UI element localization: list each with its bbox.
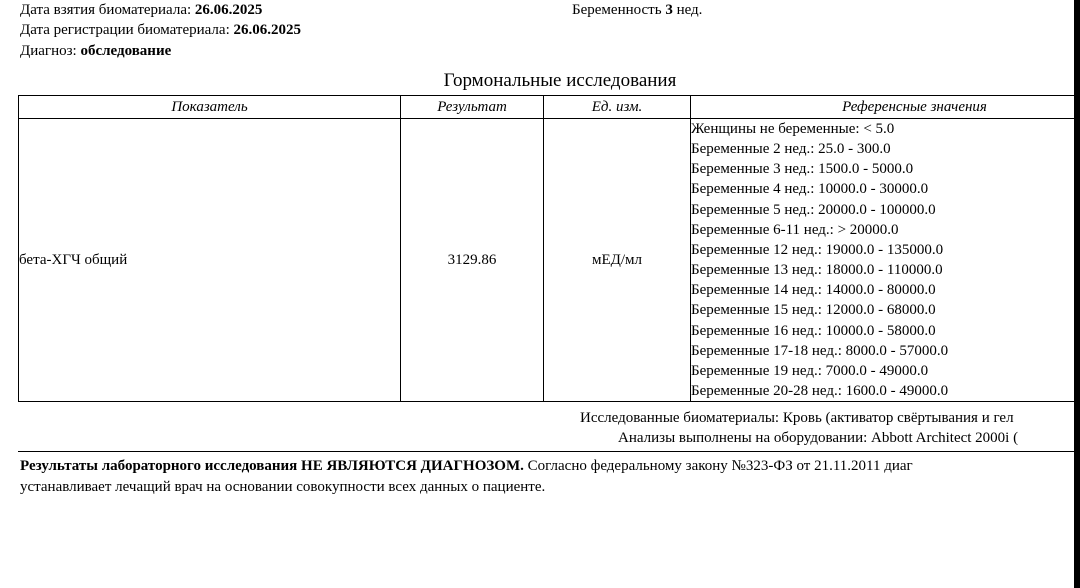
pregnancy-weeks: 3 — [665, 2, 673, 18]
page-edge — [1074, 0, 1080, 588]
table-header-row — [19, 96, 1080, 119]
unit-value: мЕД/мл — [544, 119, 691, 402]
column-header-result: Результат — [401, 96, 544, 119]
column-header-indicator: Показатель — [19, 96, 401, 119]
diagnosis-value: обследование — [80, 43, 172, 59]
diagnosis-label: Диагноз: — [20, 43, 77, 59]
reference-line: Беременные 12 нед.: 19000.0 - 135000.0 — [691, 241, 944, 258]
disclaimer-text: Согласно федеральному закону №323-ФЗ от 21.11.2011 диаг — [527, 458, 913, 474]
reference-line: Беременные 13 нед.: 18000.0 - 110000.0 — [691, 262, 943, 279]
pregnancy-label: Беременность — [572, 2, 662, 18]
reference-line: Беременные 16 нед.: 10000.0 - 58000.0 — [691, 322, 936, 339]
disclaimer-bold: Результаты лабораторного исследования НЕ ЯВЛЯЮТСЯ ДИАГНОЗОМ. — [20, 458, 524, 474]
reference-values — [691, 119, 1080, 402]
registration-date-line — [20, 21, 301, 39]
results-table — [18, 95, 1080, 402]
reference-line: Женщины не беременные: < 5.0 — [691, 121, 895, 137]
indicator-name: бета-ХГЧ общий — [19, 119, 401, 402]
disclaimer — [20, 456, 1080, 498]
column-header-unit: Ед. изм. — [544, 96, 691, 119]
reference-line: Беременные 15 нед.: 12000.0 - 68000.0 — [691, 302, 936, 319]
disclaimer-text-line2: устанавливает лечащий врач на основании совокупности всех данных о пациенте. — [20, 479, 546, 495]
column-header-reference: Референсные значения — [691, 96, 1080, 119]
result-value: 3129.86 — [401, 119, 544, 402]
section-title: Гормональные исследования — [443, 70, 677, 91]
table-row — [19, 119, 1080, 402]
reference-line: Беременные 14 нед.: 14000.0 - 80000.0 — [691, 282, 936, 299]
registration-date-label: Дата регистрации биоматериала: — [20, 22, 230, 38]
registration-date-value: 26.06.2025 — [233, 22, 301, 38]
reference-line: Беременные 19 нед.: 7000.0 - 49000.0 — [691, 362, 929, 379]
equipment-note: Анализы выполнены на оборудовании: Abbott Architect 2000i ( — [618, 430, 1019, 446]
reference-line: Беременные 4 нед.: 10000.0 - 30000.0 — [691, 181, 929, 198]
biomaterials-note: Исследованные биоматериалы: Кровь (активатор свёртывания и гел — [580, 410, 1014, 426]
divider — [18, 451, 1080, 452]
reference-line: Беременные 20-28 нед.: 1600.0 - 49000.0 — [691, 383, 949, 400]
pregnancy-line — [572, 1, 702, 19]
diagnosis-line — [20, 42, 171, 60]
pregnancy-unit: нед. — [676, 2, 703, 18]
reference-line: Беременные 17-18 нед.: 8000.0 - 57000.0 — [691, 342, 949, 359]
reference-line: Беременные 5 нед.: 20000.0 - 100000.0 — [691, 201, 936, 218]
sample-date-line — [20, 1, 262, 19]
reference-line: Беременные 6-11 нед.: > 20000.0 — [691, 221, 899, 238]
reference-line: Беременные 2 нед.: 25.0 - 300.0 — [691, 141, 891, 158]
sample-date-label: Дата взятия биоматериала: — [20, 2, 192, 18]
reference-line: Беременные 3 нед.: 1500.0 - 5000.0 — [691, 161, 914, 178]
sample-date-value: 26.06.2025 — [194, 2, 263, 18]
